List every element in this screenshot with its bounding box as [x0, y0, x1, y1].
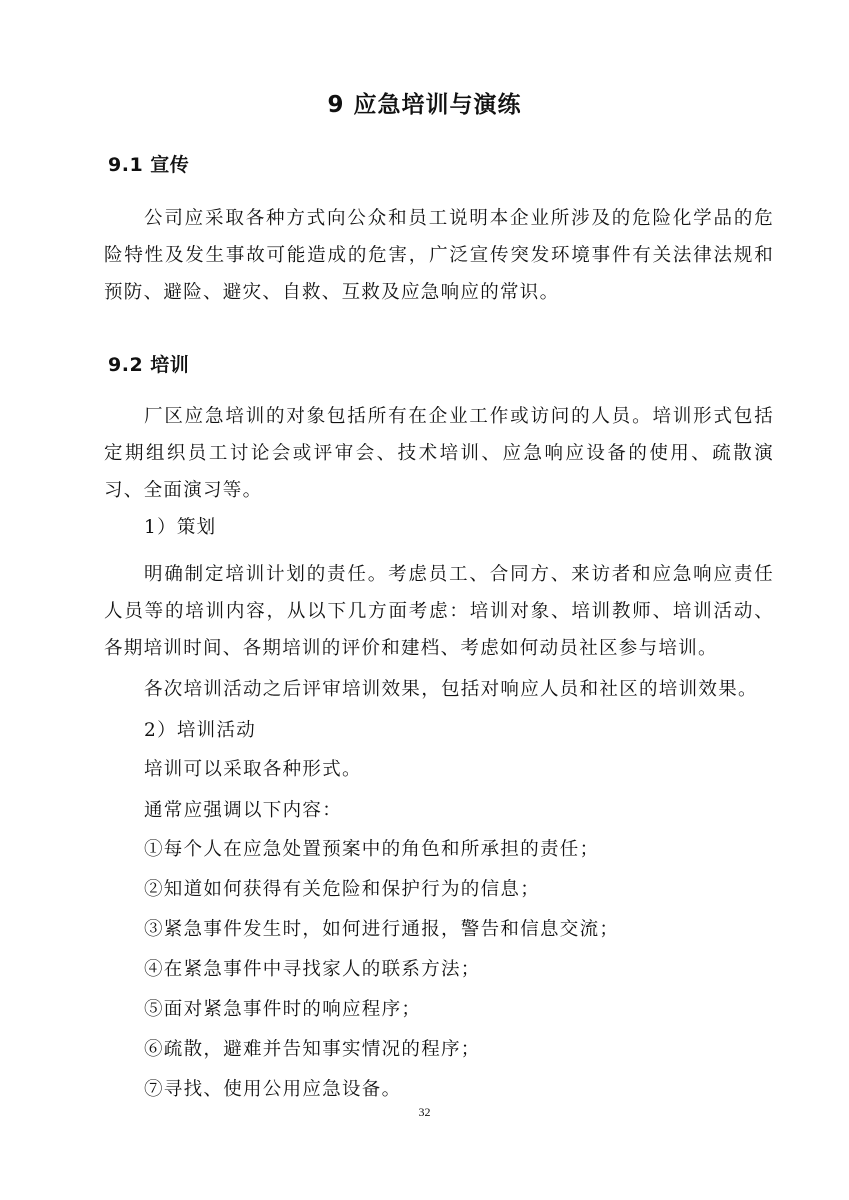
planning-label: 1）策划 — [144, 517, 217, 538]
page-title: 9 应急培训与演练 — [327, 92, 522, 118]
list-item: ①每个人在应急处置预案中的角色和所承担的责任； — [144, 839, 600, 860]
emphasis-intro: 通常应强调以下内容： — [144, 800, 343, 821]
list-item: ⑤面对紧急事件时的响应程序； — [144, 999, 422, 1020]
evaluation-paragraph: 各次培训活动之后评审培训效果，包括对响应人员和社区的培训效果。 — [144, 679, 758, 700]
planning-paragraph: 明确制定培训计划的责任。考虑员工、合同方、来访者和应急响应责任人员等的培训内容，从以下几方面考虑：培训对象、培训教师、培训活动、各期培训时间、各期培训的评价和建档、考虑如何动员社区参与培训。 — [104, 564, 774, 659]
list-item: ②知道如何获得有关危险和保护行为的信息； — [144, 879, 541, 900]
page-number: 32 — [418, 1105, 431, 1119]
publicity-paragraph: 公司应采取各种方式向公众和员工说明本企业所涉及的危险化学品的危险特性及发生事故可能造成的危害，广泛宣传突发环境事件有关法律法规和预防、避险、避灾、自救、互救及应急响应的常识。 — [104, 208, 774, 303]
section-heading-training: 9.2 培训 — [108, 354, 190, 376]
list-item: ④在紧急事件中寻找家人的联系方法； — [144, 959, 481, 980]
section-heading-publicity: 9.1 宣传 — [108, 154, 190, 176]
activities-paragraph: 培训可以采取各种形式。 — [144, 759, 362, 780]
list-item: ③紧急事件发生时，如何进行通报，警告和信息交流； — [144, 919, 620, 940]
activities-label: 2）培训活动 — [144, 720, 257, 741]
training-intro-paragraph: 厂区应急培训的对象包括所有在企业工作或访问的人员。培训形式包括定期组织员工讨论会或评审会、技术培训、应急响应设备的使用、疏散演习、全面演习等。 — [104, 406, 774, 501]
list-item: ⑦寻找、使用公用应急设备。 — [144, 1079, 402, 1100]
list-item: ⑥疏散，避难并告知事实情况的程序； — [144, 1039, 481, 1060]
